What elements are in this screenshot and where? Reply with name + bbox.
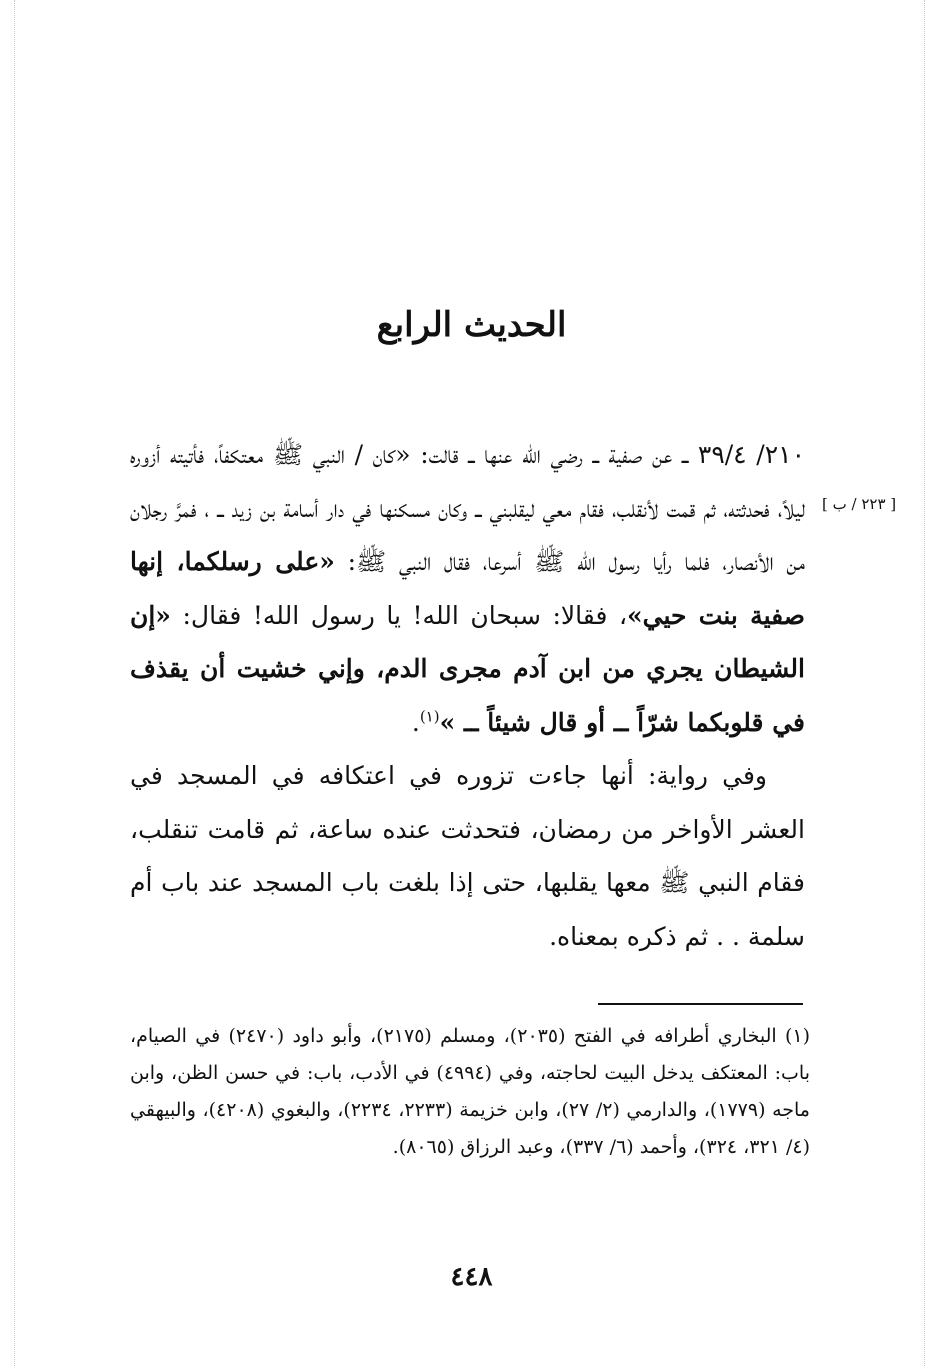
hadith-text-intro: ٢١٠/ ٣٩/٤ ــ عن صفية ــ رضي الله عنها ــ قالت: «كان / النبي ﷺ معتكفاً، فأتيته أزوره ليلاً، فحدثته، ثم قمت لأنقلب، فقام معي ليقلبني ــ وكان مسكنها في دار أسامة بن زيد ــ ، فمرَّ رجلان من الأنصار، فلما رأيا رسول الله ﷺ أسرعا، فقال النبي ﷺ:	[130, 440, 806, 576]
margin-folio-note: [ ٢٢٣ / ب ]	[822, 495, 897, 513]
page-number: ٤٤٨	[450, 1262, 493, 1292]
hadith-text-end: .	[411, 707, 420, 737]
scan-edge-right	[924, 0, 926, 1366]
hadith-body	[130, 428, 805, 963]
page-title: الحديث الرابع	[376, 305, 567, 345]
footnote-1: (١) البخاري أطرافه في الفتح (٢٠٣٥)، ومسلم (٢١٧٥)، وأبو داود (٢٤٧٠) في الصيام، باب: المعتكف يدخل البيت لحاجته، وفي (٤٩٩٤) في الأدب، باب: في حسن الظن، وابن ماجه (١٧٧٩)، والدارمي (٢/ ٢٧)، وابن خزيمة (٢٢٣٣، ٢٢٣٤)، والبغوي (٤٢٠٨)، والبيهقي (٤/ ٣٢١، ٣٢٤)، وأحمد (٦/ ٣٣٧)، وعبد الرزاق (٨٠٦٥).	[130, 1025, 811, 1158]
hadith-quote-2: «إن الشيطان يجري من ابن آدم مجرى الدم، وإني خشيت أن يقذف في قلوبكما شرّاً ــ أو قال شيئاً ــ »	[130, 600, 805, 737]
footnote-reference: (١)	[419, 707, 440, 726]
hadith-text-middle: ، فقالا: سبحان الله! يا رسول الله! فقال:	[170, 600, 628, 630]
hadith-paragraph-2: وفي رواية: أنها جاءت تزوره في اعتكافه في المسجد في العشر الأواخر من رمضان، فتحدثت عنده ساعة، ثم قامت تنقلب، فقام النبي ﷺ معها يقلبها، حتى إذا بلغت باب المسجد عند باب أم سلمة . . ثم ذكره بمعناه.	[130, 761, 805, 951]
hadith-paragraph-1	[130, 428, 805, 749]
footnotes	[130, 1018, 810, 1166]
scan-edge-left	[14, 0, 16, 1366]
footnote-divider	[598, 1003, 803, 1005]
hadith-quote-1: «على رسلكما، إنها صفية بنت حيي»	[130, 547, 805, 630]
